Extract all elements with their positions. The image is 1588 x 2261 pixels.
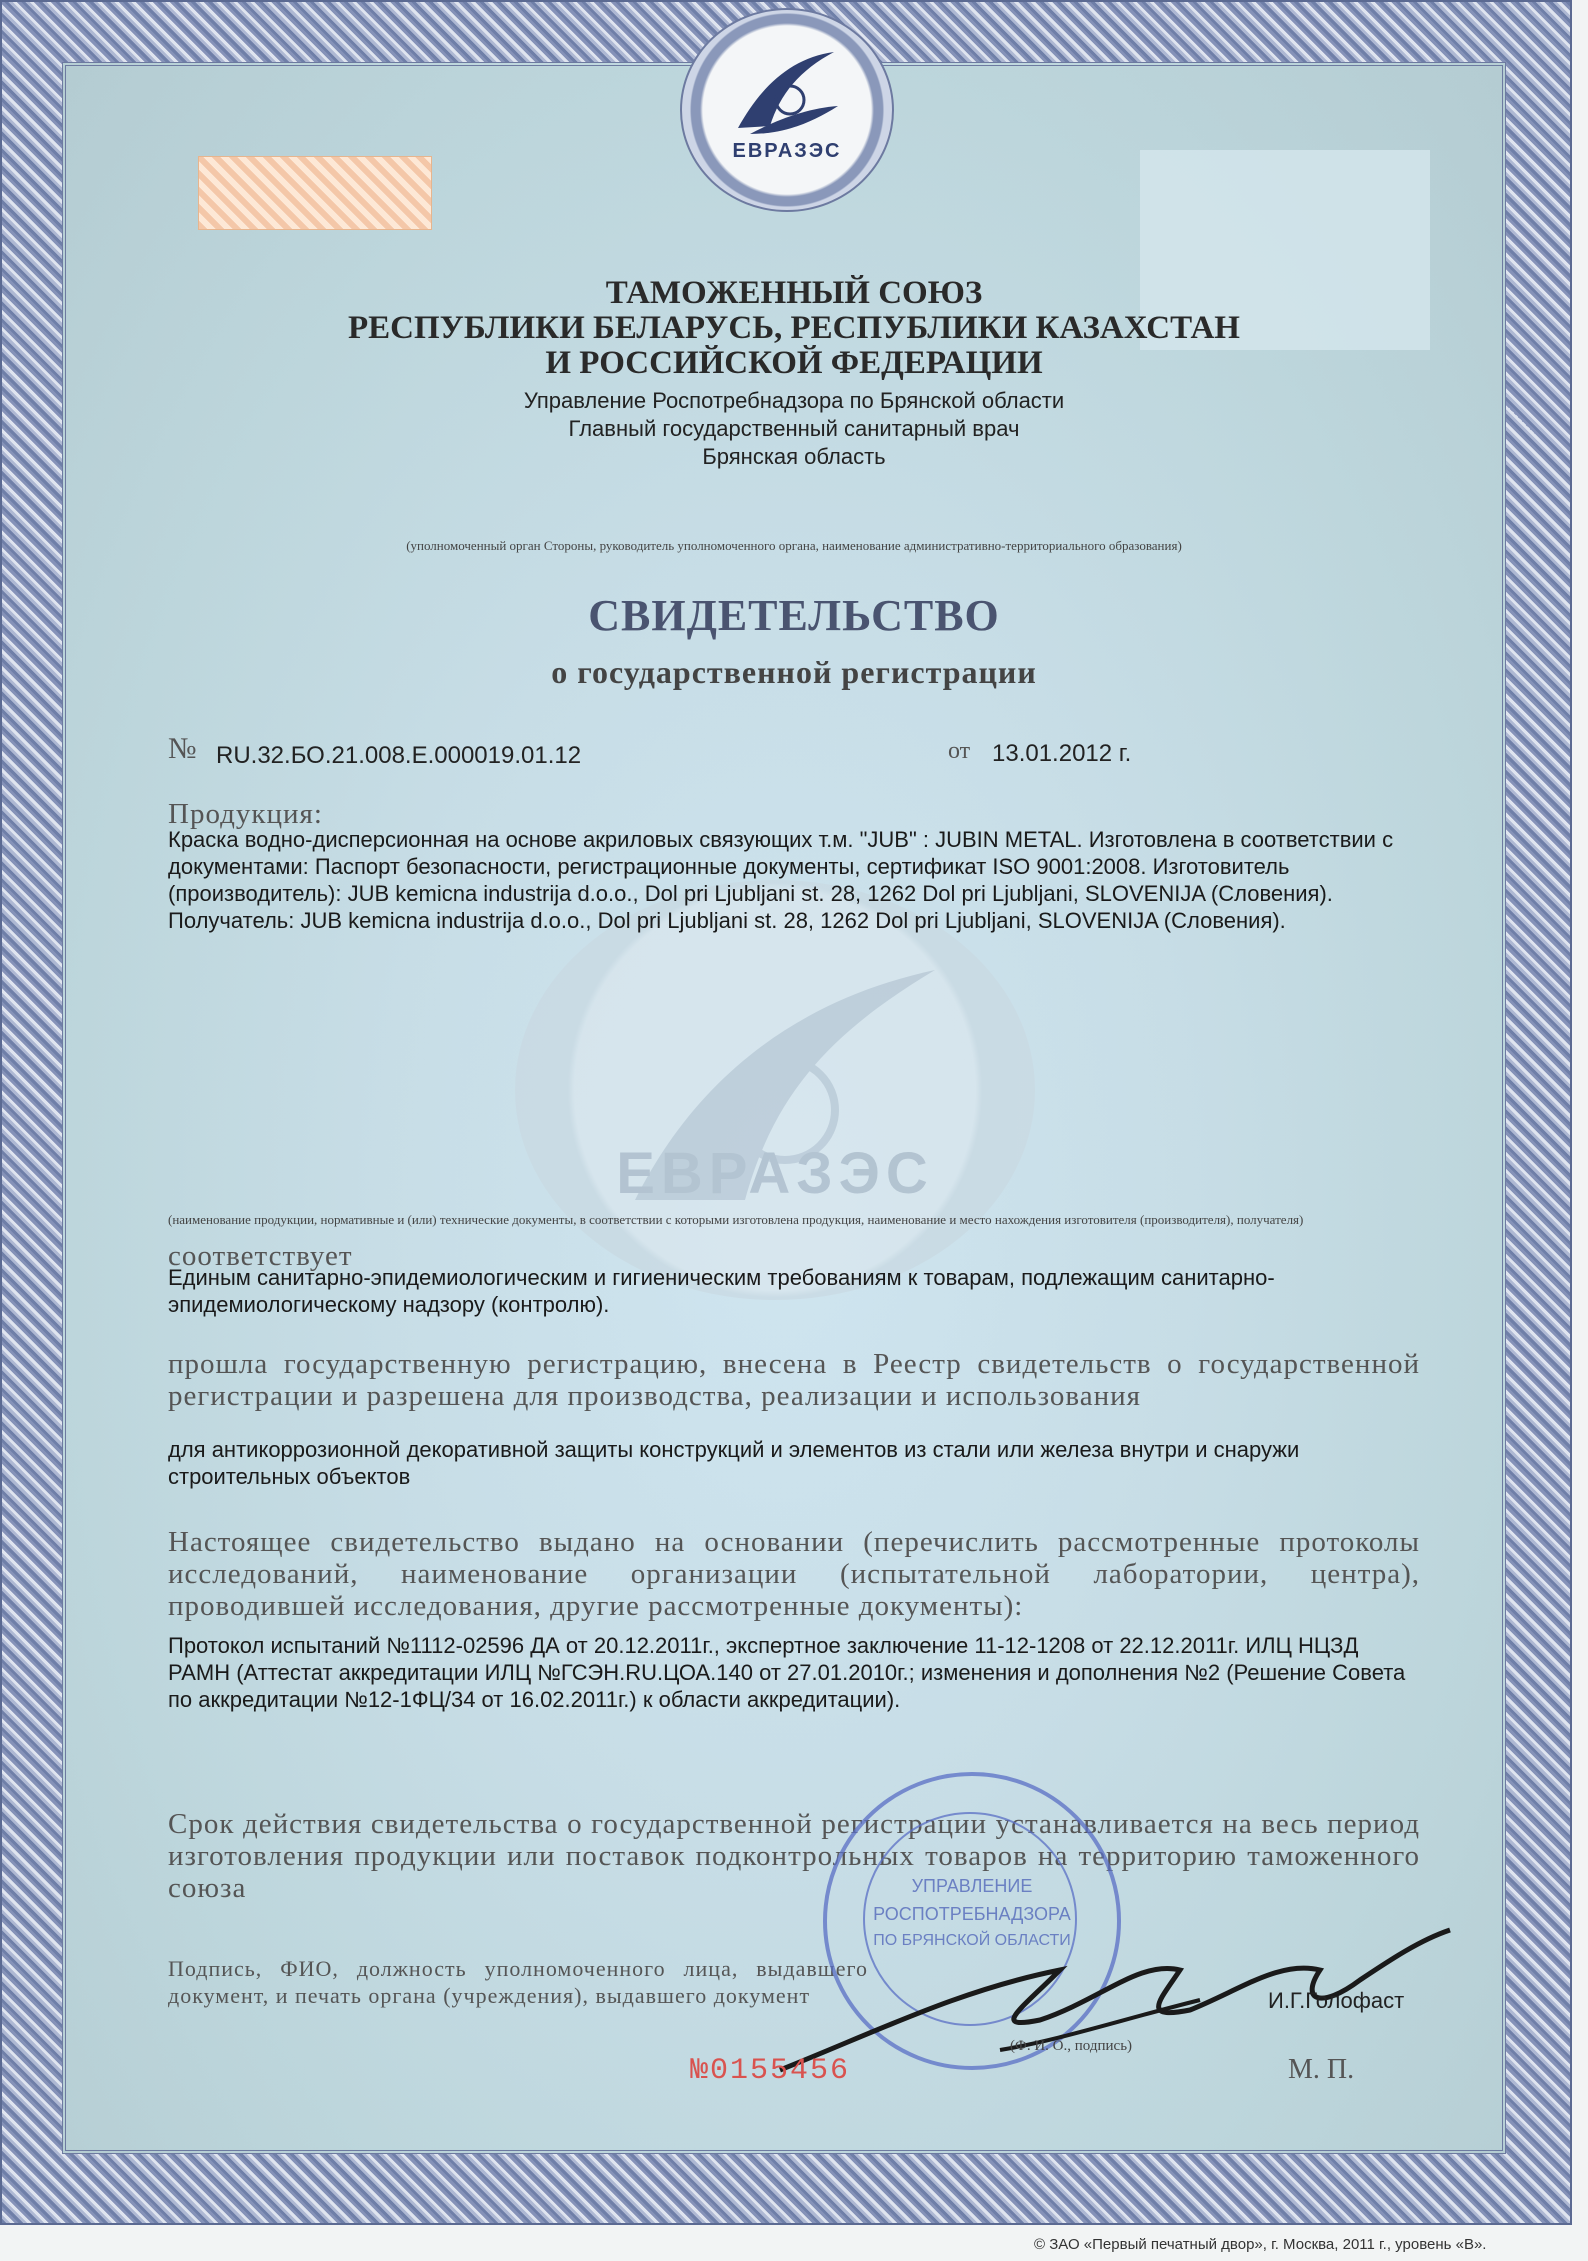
watermark-bird-icon — [515, 880, 1035, 1300]
registration-text: для антикоррозионной декоративной защиты конструкций и элементов из стали или железа внутри и снаружи строительных объектов — [168, 1437, 1300, 1489]
seal-line-1: УПРАВЛЕНИЕ — [911, 1876, 1033, 1896]
printer-footer: © ЗАО «Первый печатный двор», г. Москва, 2011 г., уровень «В». — [1034, 2236, 1487, 2253]
date-prefix: от — [948, 738, 971, 764]
eurasec-bird-icon — [730, 48, 842, 138]
registration-lead: прошла государственную регистрацию, внесена в Реестр свидетельств о государственной регистрации и разрешена для производства, реализации и использования — [168, 1348, 1420, 1412]
signature-caption: (Ф. И. О., подпись) — [1010, 2038, 1133, 2054]
eurasec-watermark — [515, 880, 1035, 1300]
seal-line-3: ПО БРЯНСКОЙ ОБЛАСТИ — [873, 1932, 1071, 1949]
conformity-text: Единым санитарно-эпидемиологическим и гигиеническим требованиям к товарам, подлежащим санитарно-эпидемиологическому надзору (контролю). — [168, 1265, 1275, 1317]
conformity-lead: соответствует — [168, 1240, 353, 1272]
authority-line-2: Главный государственный санитарный врач — [568, 416, 1020, 441]
certificate-number: RU.32.БО.21.008.Е.000019.01.12 — [216, 742, 582, 769]
authority-line-1: Управление Роспотребнадзора по Брянской области — [523, 388, 1065, 413]
seal-line-2: РОСПОТРЕБНАДЗОРА — [873, 1904, 1071, 1924]
header-line-2: РЕСПУБЛИКИ БЕЛАРУСЬ, РЕСПУБЛИКИ КАЗАХСТАН — [348, 310, 1240, 346]
authority-line-3: Брянская область — [702, 444, 886, 469]
header-line-1: ТАМОЖЕННЫЙ СОЮЗ — [605, 275, 983, 311]
emblem-label: ЕВРАЗЭС — [732, 140, 842, 162]
number-symbol: № — [168, 732, 197, 765]
serial-number: №0155456 — [690, 2054, 851, 2088]
mp-label: М. П. — [1288, 2054, 1355, 2085]
product-caption: (наименование продукции, нормативные и (или) технические документы, в соответствии с которыми изготовлена продукция, наименование и место нахождения изготовителя (производителя), получателя) — [168, 1212, 1304, 1227]
product-text: Краска водно-дисперсионная на основе акриловых связующих т.м. "JUB" : JUBIN METAL. Изготовлена в соответствии с документами: Паспорт безопасности, регистрационные документы, сертификат ISO 9001:2008. Изготовитель (производитель): JUB kemicna industrija d.o.o., Dol pri Ljubljani st. 28, 1262 Dol pri Ljubljani, SLOVENIJA (Словения). Получатель: JUB kemicna industrija d.o.o., Dol pri Ljubljani st. 28, 1262 Dol pri Ljubljani, SLOVENIJA (Словения). — [168, 827, 1394, 933]
basis-text: Протокол испытаний №1112-02596 ДА от 20.12.2011г., экспертное заключение 11-12-1208 от 22.12.2011г. ИЛЦ НЦЗД РАМН (Аттестат аккредитации ИЛЦ №ГСЭН.RU.ЦОА.140 от 27.01.2010г.; изменения и дополнения №2 (Решение Совета по аккредитации №12-1ФЦ/34 от 16.02.2011г.) к области аккредитации). — [168, 1633, 1406, 1712]
eurasec-emblem — [680, 8, 894, 212]
validity-text: Срок действия свидетельства о государственной регистрации устанавливается на весь период изготовления продукции или поставок подконтрольных товаров на территорию таможенного союза — [168, 1808, 1420, 1904]
certificate-title: СВИДЕТЕЛЬСТВО — [588, 591, 1000, 640]
certificate-subtitle: о государственной регистрации — [551, 654, 1037, 690]
certificate-date: 13.01.2012 г. — [992, 740, 1132, 767]
header-line-3: И РОССИЙСКОЙ ФЕДЕРАЦИИ — [545, 345, 1043, 381]
watermark-label: ЕВРАЗЭС — [616, 1141, 934, 1206]
authority-caption: (уполномоченный орган Стороны, руководитель уполномоченного органа, наименование административно-территориального образования) — [406, 538, 1182, 553]
signatory-name: И.Г.Голофаст — [1268, 1988, 1405, 2013]
hologram-sticker — [198, 156, 432, 230]
product-lead: Продукция: — [168, 798, 323, 830]
basis-lead: Настоящее свидетельство выдано на основании (перечислить рассмотренные протоколы исследований, наименование организации (испытательной лаборатории, центра), проводившей исследования, другие рассмотренные документы): — [168, 1526, 1420, 1622]
signature-lead: Подпись, ФИО, должность уполномоченного лица, выдавшего документ, и печать органа (учреждения), выдавшего документ — [168, 1956, 868, 2008]
